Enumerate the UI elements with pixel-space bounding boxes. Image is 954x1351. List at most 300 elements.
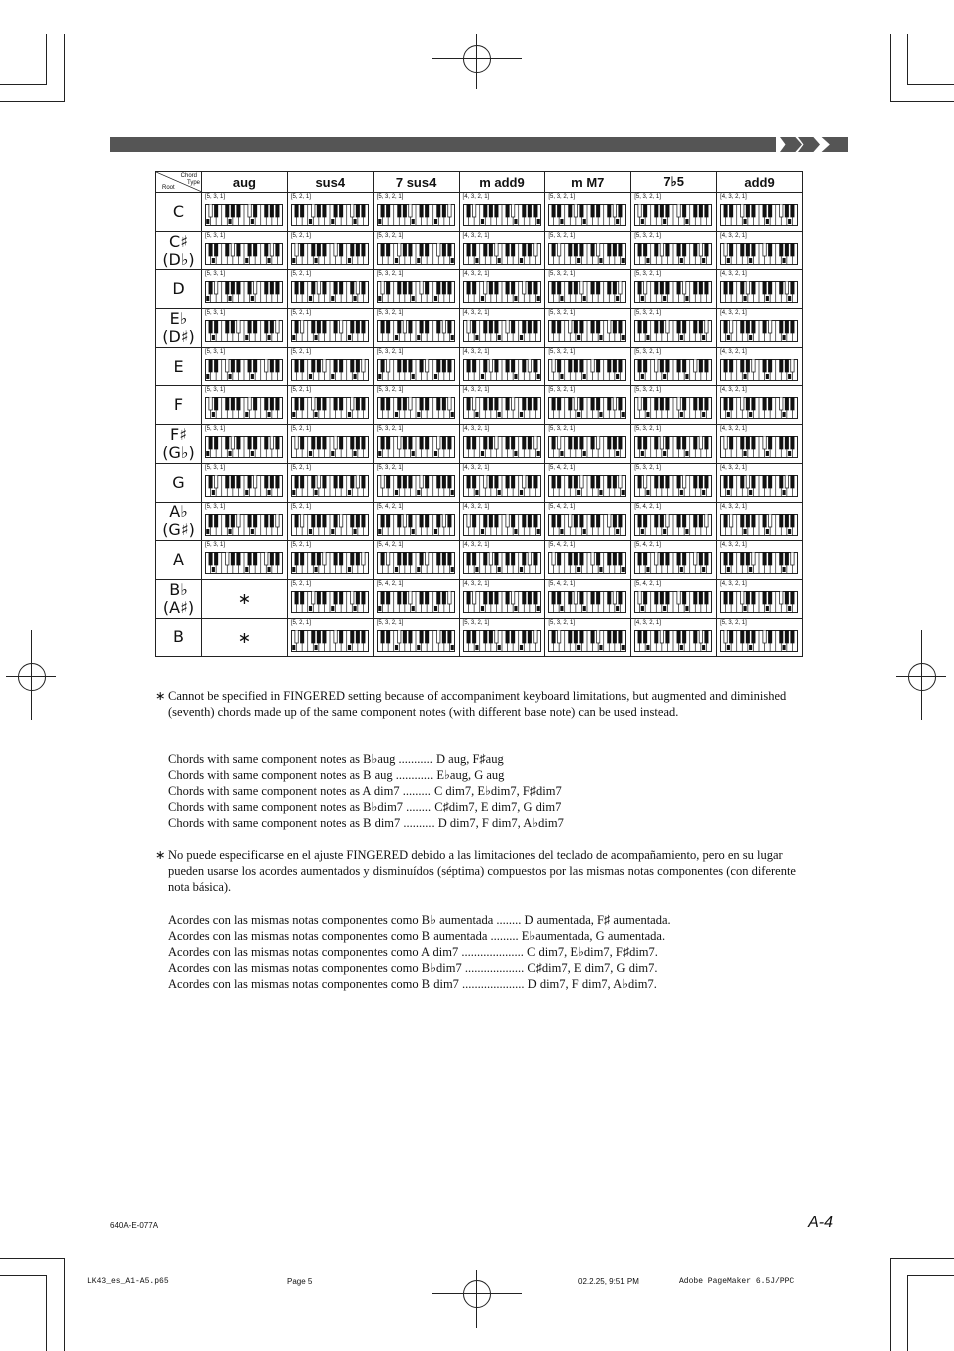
fingering-label: [4, 3, 2, 1] [720, 580, 747, 587]
equivalence-line: Chords with same component notes as B♭aug ........... D aug, F♯aug [168, 752, 504, 766]
keyboard-diagram [463, 591, 541, 613]
chord-row [156, 541, 803, 580]
fingering-label: [5, 2, 1] [290, 503, 311, 510]
chord-cell [631, 502, 717, 541]
chord-cell [202, 270, 288, 309]
chord-cell [631, 193, 717, 232]
note-english-list [168, 751, 564, 831]
chord-cell [631, 463, 717, 502]
keyboard-diagram [291, 514, 369, 536]
chord-cell [631, 541, 717, 580]
chord-cell [373, 270, 459, 309]
fingering-label: [5, 3, 2, 1] [376, 426, 404, 433]
fingering-label: [4, 3, 2, 1] [720, 503, 747, 510]
note-spanish [155, 847, 803, 895]
chord-row [156, 270, 803, 309]
chord-cell [202, 309, 288, 348]
chord-cell: ∗ [202, 579, 288, 618]
registration-mark [432, 58, 522, 59]
keyboard-diagram [548, 204, 626, 226]
fingering-label: [5, 4, 2, 1] [548, 542, 576, 549]
keyboard-diagram [548, 475, 626, 497]
root-note: G [156, 463, 202, 502]
keyboard-diagram [463, 397, 541, 419]
fingering-label: [4, 3, 2, 1] [720, 426, 747, 433]
chord-cell [202, 502, 288, 541]
root-note: A [156, 541, 202, 580]
fingering-label: [5, 3, 2, 1] [548, 348, 576, 355]
chord-cell [631, 347, 717, 386]
keyboard-diagram [377, 591, 455, 613]
keyboard-diagram [548, 243, 626, 265]
keyboard-diagram [720, 204, 798, 226]
root-note: D [156, 270, 202, 309]
crop-mark [46, 1275, 47, 1351]
keyboard-diagram [205, 552, 283, 574]
note-english-text: Cannot be specified in FINGERED setting because of accompaniment keyboard limitations, but augmented and diminished (seventh) chords made up of the same component notes (with different base note) can be used instead. [168, 689, 787, 719]
equivalence-line: Acordes con las mismas notas componentes como B♭dim7 ................... C♯dim7, E dim7, G dim7. [168, 961, 658, 975]
keyboard-diagram [634, 514, 712, 536]
chord-row [156, 579, 803, 618]
header-bar [110, 137, 776, 152]
fingering-label: [5, 2, 1] [290, 619, 311, 626]
chord-cell [202, 386, 288, 425]
column-header-7b5: 7♭5 [631, 172, 717, 193]
chord-cell [545, 386, 631, 425]
chord-row [156, 463, 803, 502]
chord-cell [717, 309, 803, 348]
chord-cell [373, 541, 459, 580]
keyboard-diagram [291, 359, 369, 381]
fingering-label: [5, 3, 2, 1] [548, 271, 576, 278]
chord-cell [202, 347, 288, 386]
fingering-label: [5, 2, 1] [290, 348, 311, 355]
chord-cell [545, 270, 631, 309]
crop-mark [0, 101, 64, 102]
fingering-label: [5, 3, 2, 1] [548, 310, 576, 317]
chord-cell [717, 541, 803, 580]
note-english [155, 688, 803, 720]
chord-cell [717, 193, 803, 232]
registration-mark [476, 1270, 477, 1328]
chord-cell [202, 231, 288, 270]
fingering-label: [5, 2, 1] [290, 426, 311, 433]
keyboard-diagram [205, 281, 283, 303]
chord-cell [459, 386, 545, 425]
fingering-label: [5, 4, 2, 1] [376, 503, 404, 510]
chord-cell [287, 386, 373, 425]
chord-cell [631, 386, 717, 425]
chord-cell [717, 231, 803, 270]
chord-row [156, 502, 803, 541]
keyboard-diagram [634, 243, 712, 265]
equivalence-line: Chords with same component notes as B aug ............ E♭aug, G aug [168, 768, 505, 782]
chord-table-body [156, 193, 803, 657]
fingering-label: [5, 3, 2, 1] [376, 232, 404, 239]
chord-cell [631, 579, 717, 618]
keyboard-diagram [205, 397, 283, 419]
keyboard-diagram [205, 359, 283, 381]
keyboard-diagram [548, 281, 626, 303]
keyboard-diagram [463, 475, 541, 497]
fingering-label: [5, 2, 1] [290, 542, 311, 549]
chord-cell [459, 347, 545, 386]
fingering-label: [5, 4, 2, 1] [634, 542, 661, 549]
fingering-label: [5, 3, 2, 1] [376, 619, 404, 626]
keyboard-diagram [291, 243, 369, 265]
app-name: Adobe PageMaker 6.5J/PPC [679, 1277, 795, 1286]
fingering-label: [5, 3, 2, 1] [634, 387, 661, 394]
chord-cell [373, 193, 459, 232]
fingering-label: [4, 3, 2, 1] [462, 426, 490, 433]
crop-mark [890, 1258, 954, 1259]
fingering-label: [4, 3, 2, 1] [462, 310, 490, 317]
chord-cell [287, 270, 373, 309]
chord-cell [545, 463, 631, 502]
keyboard-diagram [463, 243, 541, 265]
chord-cell [717, 579, 803, 618]
keyboard-diagram [463, 514, 541, 536]
chord-row [156, 425, 803, 464]
crop-mark [907, 84, 954, 85]
keyboard-diagram [720, 514, 798, 536]
keyboard-diagram [634, 397, 712, 419]
fingering-label: [5, 3, 2, 1] [634, 232, 661, 239]
chord-row [156, 618, 803, 657]
keyboard-diagram [634, 552, 712, 574]
root-note: F [156, 386, 202, 425]
chord-cell [717, 463, 803, 502]
fingering-label: [5, 3, 1] [205, 426, 226, 433]
registration-mark [6, 676, 56, 677]
fingering-label: [5, 3, 2, 1] [376, 387, 404, 394]
keyboard-diagram [720, 475, 798, 497]
fingering-label: [5, 3, 1] [205, 271, 226, 278]
chord-cell [202, 193, 288, 232]
equivalence-line: Chords with same component notes as A dim7 ......... C dim7, E♭dim7, F♯dim7 [168, 784, 562, 798]
chord-cell [373, 502, 459, 541]
keyboard-diagram [377, 475, 455, 497]
root-note: B♭ (A♯) [156, 579, 202, 618]
chord-cell [373, 579, 459, 618]
keyboard-diagram [463, 359, 541, 381]
fingering-label: [4, 3, 2, 1] [720, 464, 747, 471]
keyboard-diagram [548, 514, 626, 536]
column-header-madd9: m add9 [459, 172, 545, 193]
chord-row [156, 386, 803, 425]
keyboard-diagram [634, 630, 712, 652]
keyboard-diagram [291, 552, 369, 574]
fingering-label: [5, 4, 2, 1] [634, 503, 661, 510]
chord-cell [459, 463, 545, 502]
column-header-aug: aug [202, 172, 288, 193]
asterisk-mark: ∗ [155, 848, 166, 862]
registration-mark [896, 676, 946, 677]
file-name: LK43_es_A1-A5.p65 [87, 1277, 169, 1286]
keyboard-diagram [291, 630, 369, 652]
fingering-label: [5, 2, 1] [290, 310, 311, 317]
registration-mark [432, 1293, 522, 1294]
corner-root-label: Root [162, 185, 175, 191]
fingering-label: [5, 2, 1] [290, 194, 311, 200]
chord-cell [545, 193, 631, 232]
chord-cell [459, 231, 545, 270]
keyboard-diagram [377, 243, 455, 265]
fingering-label: [5, 3, 2, 1] [376, 310, 404, 317]
chord-cell [717, 502, 803, 541]
fingering-label: [5, 3, 2, 1] [376, 194, 404, 200]
keyboard-diagram [463, 281, 541, 303]
keyboard-diagram [720, 552, 798, 574]
column-header-sus4: sus4 [287, 172, 373, 193]
fingering-label: [5, 3, 2, 1] [376, 464, 404, 471]
keyboard-diagram [548, 397, 626, 419]
keyboard-diagram [463, 630, 541, 652]
chord-cell [459, 193, 545, 232]
fingering-label: [4, 3, 2, 1] [720, 348, 747, 355]
fingering-label: [5, 3, 2, 1] [634, 271, 661, 278]
fingering-label: [5, 3, 2, 1] [634, 194, 661, 200]
chord-table-header [156, 172, 803, 193]
keyboard-diagram [634, 359, 712, 381]
chord-cell [545, 309, 631, 348]
root-note: F♯ (G♭) [156, 425, 202, 464]
keyboard-diagram [463, 320, 541, 342]
chord-cell [202, 541, 288, 580]
chord-cell [459, 309, 545, 348]
fingering-label: [5, 2, 1] [290, 271, 311, 278]
chord-cell [717, 618, 803, 657]
keyboard-diagram [720, 436, 798, 458]
note-spanish-text: No puede especificarse en el ajuste FINGERED debido a las limitaciones del teclado de acompañamiento, pero en su lugar pueden usarse los acordes aumentados y disminuídos (séptima) compuestos por las mismas notas componentes (con diferente nota básica). [168, 848, 796, 894]
corner-cell [156, 172, 202, 193]
page-label: A-4 [808, 1214, 833, 1231]
chord-cell: ∗ [202, 618, 288, 657]
fingering-label: [5, 3, 2, 1] [376, 348, 404, 355]
equivalence-line: Chords with same component notes as B♭dim7 ........ C♯dim7, E dim7, G dim7 [168, 800, 562, 814]
chord-cell [287, 463, 373, 502]
chord-row [156, 193, 803, 232]
crop-mark [0, 1275, 47, 1276]
keyboard-diagram [377, 320, 455, 342]
fingering-label: [4, 3, 2, 1] [462, 503, 490, 510]
fingering-label: [5, 3, 2, 1] [548, 619, 576, 626]
registration-mark [31, 630, 32, 720]
fingering-label: [5, 2, 1] [290, 387, 311, 394]
chord-row [156, 347, 803, 386]
registration-mark [463, 1280, 491, 1308]
fingering-label: [4, 3, 2, 1] [634, 619, 661, 626]
chord-cell [202, 425, 288, 464]
fingering-label: [5, 2, 1] [290, 232, 311, 239]
chord-cell [459, 618, 545, 657]
column-header-mM7: m M7 [545, 172, 631, 193]
fingering-label: [4, 3, 2, 1] [462, 348, 490, 355]
fingering-label: [5, 4, 2, 1] [548, 580, 576, 587]
fingering-label: [5, 3, 2, 1] [634, 464, 661, 471]
chord-cell [459, 425, 545, 464]
keyboard-diagram [291, 436, 369, 458]
fingering-label: [5, 4, 2, 1] [376, 542, 404, 549]
chord-cell [373, 309, 459, 348]
fingering-label: [5, 3, 2, 1] [548, 426, 576, 433]
chord-row [156, 309, 803, 348]
column-header-add9: add9 [717, 172, 803, 193]
registration-mark [476, 34, 477, 89]
keyboard-diagram [463, 204, 541, 226]
chord-cell [373, 231, 459, 270]
crop-mark [907, 1275, 954, 1276]
chord-cell [287, 309, 373, 348]
page-number: Page 5 [287, 1277, 313, 1286]
fingering-label: [5, 3, 2, 1] [462, 619, 490, 626]
root-note: A♭ (G♯) [156, 502, 202, 541]
chord-cell [717, 347, 803, 386]
equivalence-line: Acordes con las mismas notas componentes como B♭ aumentada ........ D aumentada, F♯ aumentada. [168, 913, 671, 927]
chord-cell [717, 425, 803, 464]
chord-cell [631, 618, 717, 657]
keyboard-diagram [634, 281, 712, 303]
corner-chord-label: Chord [180, 173, 197, 179]
keyboard-diagram [720, 320, 798, 342]
chord-cell [373, 386, 459, 425]
root-note: C [156, 193, 202, 232]
fingering-label: [5, 2, 1] [290, 464, 311, 471]
column-header-7sus4: 7 sus4 [373, 172, 459, 193]
crop-mark [64, 1258, 65, 1351]
keyboard-diagram [377, 204, 455, 226]
corner-type-label: Type [186, 180, 200, 186]
fingering-label: [5, 4, 2, 1] [376, 580, 404, 587]
chord-cell [545, 541, 631, 580]
fingering-label: [5, 3, 2, 1] [720, 619, 747, 626]
chord-cell [202, 463, 288, 502]
fingering-label: [4, 3, 2, 1] [720, 232, 747, 239]
chord-cell [287, 502, 373, 541]
keyboard-diagram [634, 475, 712, 497]
keyboard-diagram [205, 514, 283, 536]
chord-cell [545, 502, 631, 541]
crop-mark [0, 1258, 64, 1259]
keyboard-diagram [634, 436, 712, 458]
crop-mark [64, 34, 65, 102]
crop-mark [890, 34, 891, 102]
fingering-label: [5, 3, 2, 1] [548, 232, 576, 239]
chord-cell [545, 425, 631, 464]
keyboard-diagram [548, 320, 626, 342]
fingering-label: [5, 3, 2, 1] [548, 387, 576, 394]
keyboard-diagram [548, 436, 626, 458]
fingering-label: [5, 3, 1] [205, 464, 226, 471]
crop-mark [890, 1258, 891, 1351]
registration-mark [463, 45, 491, 73]
keyboard-diagram [720, 591, 798, 613]
fingering-label: [5, 4, 2, 1] [634, 580, 661, 587]
keyboard-diagram [720, 630, 798, 652]
crop-mark [0, 84, 47, 85]
document-code: 640A-E-077A [110, 1221, 159, 1230]
keyboard-diagram [548, 591, 626, 613]
fingering-label: [4, 3, 2, 1] [720, 271, 747, 278]
fingering-label: [4, 3, 2, 1] [720, 387, 747, 394]
chord-row [156, 231, 803, 270]
keyboard-diagram [377, 281, 455, 303]
keyboard-diagram [548, 359, 626, 381]
crop-mark [907, 1275, 908, 1351]
keyboard-diagram [634, 591, 712, 613]
chord-cell [631, 231, 717, 270]
fingering-label: [4, 3, 2, 1] [462, 542, 490, 549]
keyboard-diagram [291, 204, 369, 226]
keyboard-diagram [291, 281, 369, 303]
chord-cell [287, 541, 373, 580]
chord-cell [287, 618, 373, 657]
fingering-label: [5, 3, 1] [205, 310, 226, 317]
root-note: E♭ (D♯) [156, 309, 202, 348]
fingering-label: [4, 3, 2, 1] [720, 310, 747, 317]
fingering-label: [5, 3, 1] [205, 232, 226, 239]
chord-cell [287, 579, 373, 618]
chord-cell [459, 579, 545, 618]
keyboard-diagram [377, 397, 455, 419]
chord-cell [545, 579, 631, 618]
chord-cell [717, 270, 803, 309]
keyboard-diagram [377, 630, 455, 652]
keyboard-diagram [463, 552, 541, 574]
fingering-label: [4, 3, 2, 1] [462, 271, 490, 278]
fingering-label: [4, 3, 2, 1] [720, 194, 747, 200]
keyboard-diagram [548, 630, 626, 652]
keyboard-diagram [205, 436, 283, 458]
keyboard-diagram [291, 320, 369, 342]
fingering-label: [4, 3, 2, 1] [720, 542, 747, 549]
keyboard-diagram [720, 397, 798, 419]
crop-mark [46, 34, 47, 84]
keyboard-diagram [377, 359, 455, 381]
fingering-label: [4, 3, 2, 1] [462, 194, 490, 200]
chord-cell [717, 386, 803, 425]
keyboard-diagram [205, 243, 283, 265]
note-spanish-list [168, 912, 671, 992]
chord-cell [287, 425, 373, 464]
print-date: 02.2.25, 9:51 PM [578, 1277, 639, 1286]
chord-cell [545, 618, 631, 657]
fingering-label: [4, 3, 2, 1] [462, 464, 490, 471]
keyboard-diagram [377, 552, 455, 574]
keyboard-diagram [377, 436, 455, 458]
keyboard-diagram [291, 475, 369, 497]
keyboard-diagram [205, 475, 283, 497]
fingering-label: [4, 3, 2, 1] [462, 232, 490, 239]
chord-cell [631, 270, 717, 309]
chord-cell [373, 425, 459, 464]
fingering-label: [5, 3, 1] [205, 542, 226, 549]
chord-cell [631, 425, 717, 464]
keyboard-diagram [720, 281, 798, 303]
equivalence-line: Acordes con las mismas notas componentes como A dim7 .................... C dim7, E♭dim7, F♯dim7. [168, 945, 658, 959]
fingering-label: [5, 3, 2, 1] [634, 348, 661, 355]
fingering-label: [5, 3, 1] [205, 348, 226, 355]
keyboard-diagram [720, 243, 798, 265]
root-note: E [156, 347, 202, 386]
chord-cell [631, 309, 717, 348]
fingering-label: [5, 4, 2, 1] [548, 503, 576, 510]
keyboard-diagram [205, 204, 283, 226]
chord-cell [459, 541, 545, 580]
crop-mark [907, 34, 908, 84]
root-note: C♯ (D♭) [156, 231, 202, 270]
header-chevron [780, 137, 802, 152]
